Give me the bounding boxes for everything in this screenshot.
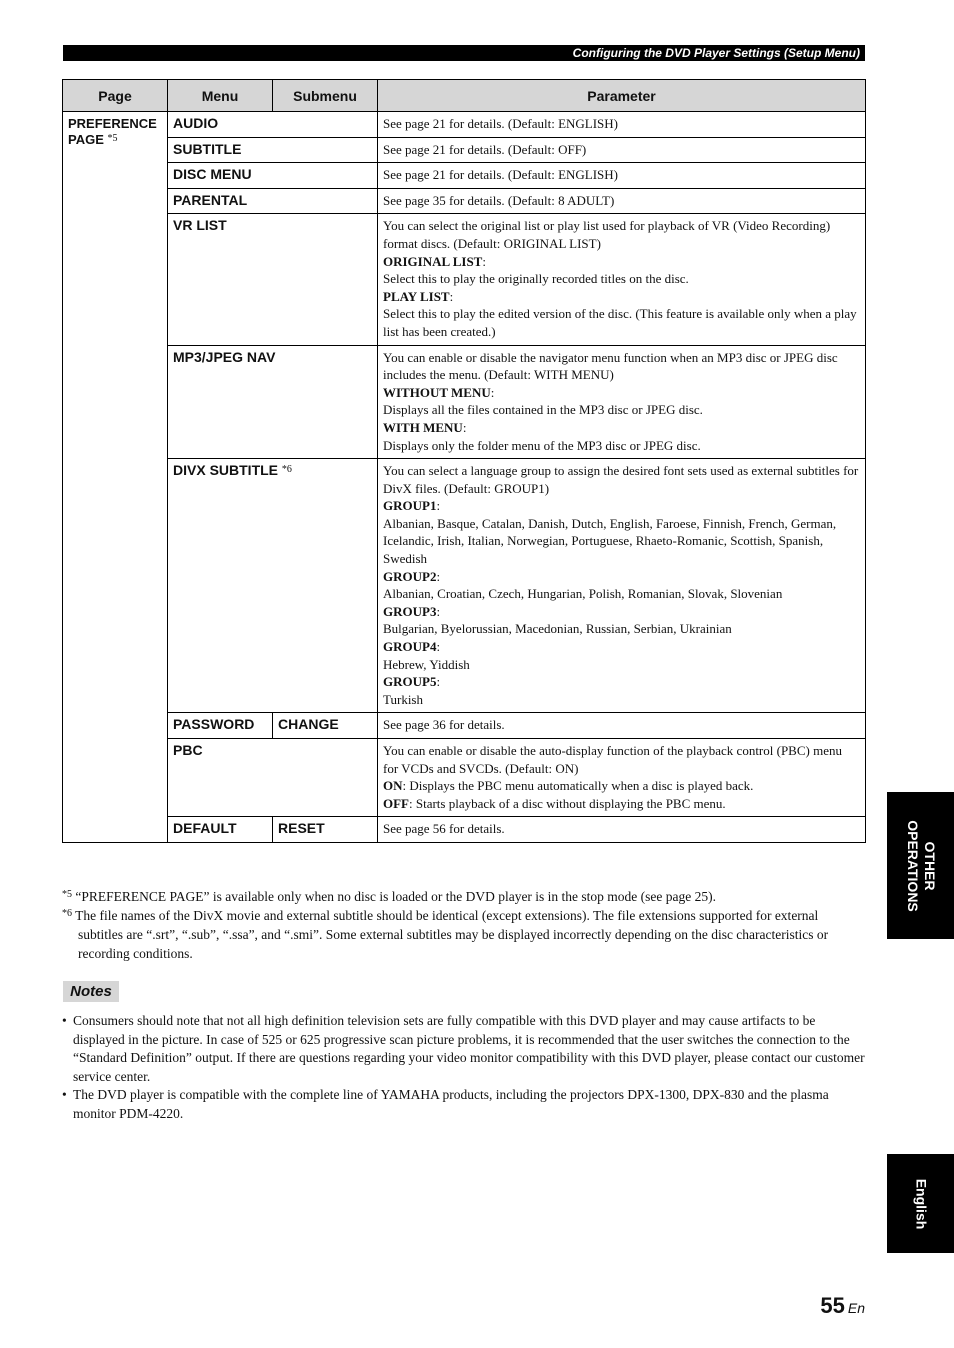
group-languages: Albanian, Basque, Catalan, Danish, Dutch, English, Faroese, Finnish, French, German, Icelandic, Irish, Italian, Norwegian, Portuguese, Rhaeto-Romanic, Scottish, Spanish, Swedish (383, 515, 837, 567)
menu-password: PASSWORD (168, 713, 273, 739)
table-row (63, 214, 866, 345)
page-number (820, 1293, 865, 1319)
param-pbc (378, 739, 866, 817)
submenu-reset: RESET (273, 817, 378, 843)
menu-divx-subtitle (168, 459, 378, 713)
table-row (63, 713, 866, 739)
param-parental: See page 35 for details. (Default: 8 ADULT) (378, 188, 866, 214)
running-header: Configuring the DVD Player Settings (Setup Menu) (63, 45, 865, 61)
footnote-5 (62, 887, 865, 906)
menu-parental: PARENTAL (168, 188, 378, 214)
page-number-suffix: En (847, 1300, 865, 1316)
menu-subtitle: SUBTITLE (168, 137, 378, 163)
menu-disc-menu: DISC MENU (168, 163, 378, 189)
option-desc: Select this to play the edited version of the disc. (This feature is available only when a play list has been created.) (383, 306, 857, 339)
mp3-nav-intro: You can enable or disable the navigator menu function when an MP3 disc or JPEG disc includes the menu. (Default: WITH MENU) (383, 349, 838, 383)
option-desc: Displays all the files contained in the MP3 disc or JPEG disc. (383, 402, 703, 418)
bullet-icon: • (62, 1013, 67, 1028)
side-tab-label: OTHER OPERATIONS (904, 819, 938, 912)
table-row (63, 345, 866, 459)
footnote-mark: *6 (62, 908, 72, 919)
option-label: PLAY LIST (383, 288, 450, 304)
footnote-mark: *5 (107, 133, 118, 144)
notes-list (62, 1012, 865, 1123)
header-page: Page (63, 80, 168, 112)
option-label: ON (383, 778, 403, 794)
footnotes (62, 887, 865, 963)
footnote-mark: *6 (281, 464, 292, 476)
menu-pbc: PBC (168, 739, 378, 817)
footnote-text: “PREFERENCE PAGE” is available only when no disc is loaded or the DVD player is in the stop mode (see page 25). (75, 889, 717, 904)
vr-list-intro: You can select the original list or play list used for playback of VR (Video Recording) format discs. (Default: ORIGINAL LIST) (383, 218, 831, 251)
option-desc: : Displays the PBC menu automatically when a disc is played back. (402, 778, 754, 794)
group-label: GROUP4 (383, 639, 437, 655)
menu-default: DEFAULT (168, 817, 273, 843)
note-text: The DVD player is compatible with the complete line of YAMAHA products, including the projectors DPX-1300, DPX-830 and the plasma monitor PDM-4220. (73, 1087, 829, 1121)
note-text: Consumers should note that not all high definition television sets are fully compatible with this DVD player and may cause artifacts to be displayed in the picture. In case of 525 or 625 progressive scan picture problems, it is recommended that the user switches the connection to the “Standard Definition” output. If there are questions regarding your video monitor compatibility with this DVD player, please contact our customer service center. (73, 1013, 865, 1084)
option-label: ORIGINAL LIST (383, 253, 483, 269)
param-disc-menu: See page 21 for details. (Default: ENGLISH) (378, 163, 866, 189)
group-languages: Hebrew, Yiddish (383, 656, 470, 672)
param-divx-subtitle: You can select a language group to assign the desired font sets used as external subtitles for DivX files. (Default: GROUP1) GROUP1: Albanian, Basque, Catalan, Danish, Dutch, English, Faroese, Finnish, French, German, Icelandic, Irish, Italian, Norwegian, Portuguese, Rhaeto-Romanic, Scottish, Spanish, Swedish GROUP2: Albanian, Croatian, Czech, Hungarian, Polish, Romanian, Slovak, Slovenian GROUP3: Bulgarian, Byelorussian, Macedonian, Russian, Serbian, Ukrainian GROUP4: Hebrew, Yiddish GROUP5: Turkish (378, 459, 866, 713)
header-submenu: Submenu (273, 80, 378, 112)
table-row (63, 459, 866, 713)
side-tab-other-operations (887, 792, 954, 939)
page-number-value: 55 (820, 1293, 845, 1318)
table-row (63, 188, 866, 214)
footnote-6 (62, 906, 865, 963)
table-row (63, 739, 866, 817)
notes-heading: Notes (63, 981, 119, 1002)
table-header-row (63, 80, 866, 112)
param-subtitle: See page 21 for details. (Default: OFF) (378, 137, 866, 163)
option-label: OFF (383, 795, 409, 811)
param-password: See page 36 for details. (378, 713, 866, 739)
header-menu: Menu (168, 80, 273, 112)
menu-audio: AUDIO (168, 112, 378, 138)
group-languages: Bulgarian, Byelorussian, Macedonian, Russian, Serbian, Ukrainian (383, 621, 732, 637)
option-desc: Displays only the folder menu of the MP3 disc or JPEG disc. (383, 437, 701, 453)
submenu-change: CHANGE (273, 713, 378, 739)
footnote-text: The file names of the DivX movie and external subtitle should be identical (except extensions). The file extensions supported for external subtitles are “.srt”, “.sub”, “.ssa”, and “.smi”. Some external subtitles may be displayed incorrectly depending on the disc characteristics or recording conditions. (75, 908, 829, 961)
list-item (62, 1086, 865, 1123)
option-desc: : Starts playback of a disc without displaying the PBC menu. (409, 795, 726, 811)
pbc-intro: You can enable or disable the auto-display function of the playback control (PBC) menu for VCDs and SVCDs. (Default: ON) (383, 743, 842, 776)
setup-menu-table (62, 79, 866, 843)
side-tab-english (887, 1154, 954, 1253)
option-desc: Select this to play the originally recorded titles on the disc. (383, 271, 689, 287)
menu-vr-list: VR LIST (168, 214, 378, 345)
param-audio: See page 21 for details. (Default: ENGLISH) (378, 112, 866, 138)
page-label: PREFERENCE PAGE (68, 116, 157, 147)
menu-mp3-jpeg-nav: MP3/JPEG NAV (168, 345, 378, 459)
group-label: GROUP2 (383, 568, 437, 584)
param-vr-list: You can select the original list or play list used for playback of VR (Video Recording) format discs. (Default: ORIGINAL LIST) ORIGINAL LIST: Select this to play the originally recorded titles on the disc. PLAY LIST: Select this to play the edited version of the disc. (This feature is available only when a play list has been created.) (378, 214, 866, 345)
divx-intro: You can select a language group to assign the desired font sets used as external subtitles for DivX files. (Default: GROUP1) (383, 463, 859, 496)
table-row (63, 817, 866, 843)
bullet-icon: • (62, 1087, 67, 1102)
group-label: GROUP5 (383, 674, 437, 690)
option-label: WITH MENU (383, 419, 463, 435)
page-cell (63, 112, 168, 843)
table-row (63, 112, 866, 138)
group-label: GROUP3 (383, 603, 437, 619)
divx-subtitle-label: DIVX SUBTITLE (173, 462, 279, 479)
header-parameter: Parameter (378, 80, 866, 112)
footnote-mark: *5 (62, 889, 72, 900)
group-languages: Albanian, Croatian, Czech, Hungarian, Polish, Romanian, Slovak, Slovenian (383, 586, 783, 602)
option-label: WITHOUT MENU (383, 384, 491, 400)
group-label: GROUP1 (383, 498, 437, 514)
list-item (62, 1012, 865, 1086)
table-row (63, 137, 866, 163)
table-row (63, 163, 866, 189)
group-languages: Turkish (383, 691, 423, 707)
side-tab-label: English (913, 1178, 929, 1229)
param-default: See page 56 for details. (378, 817, 866, 843)
param-mp3-jpeg-nav: You can enable or disable the navigator menu function when an MP3 disc or JPEG disc includes the menu. (Default: WITH MENU) WITHOUT MENU: Displays all the files contained in the MP3 disc or JPEG disc. WITH MENU: Displays only the folder menu of the MP3 disc or JPEG disc. (378, 345, 866, 459)
